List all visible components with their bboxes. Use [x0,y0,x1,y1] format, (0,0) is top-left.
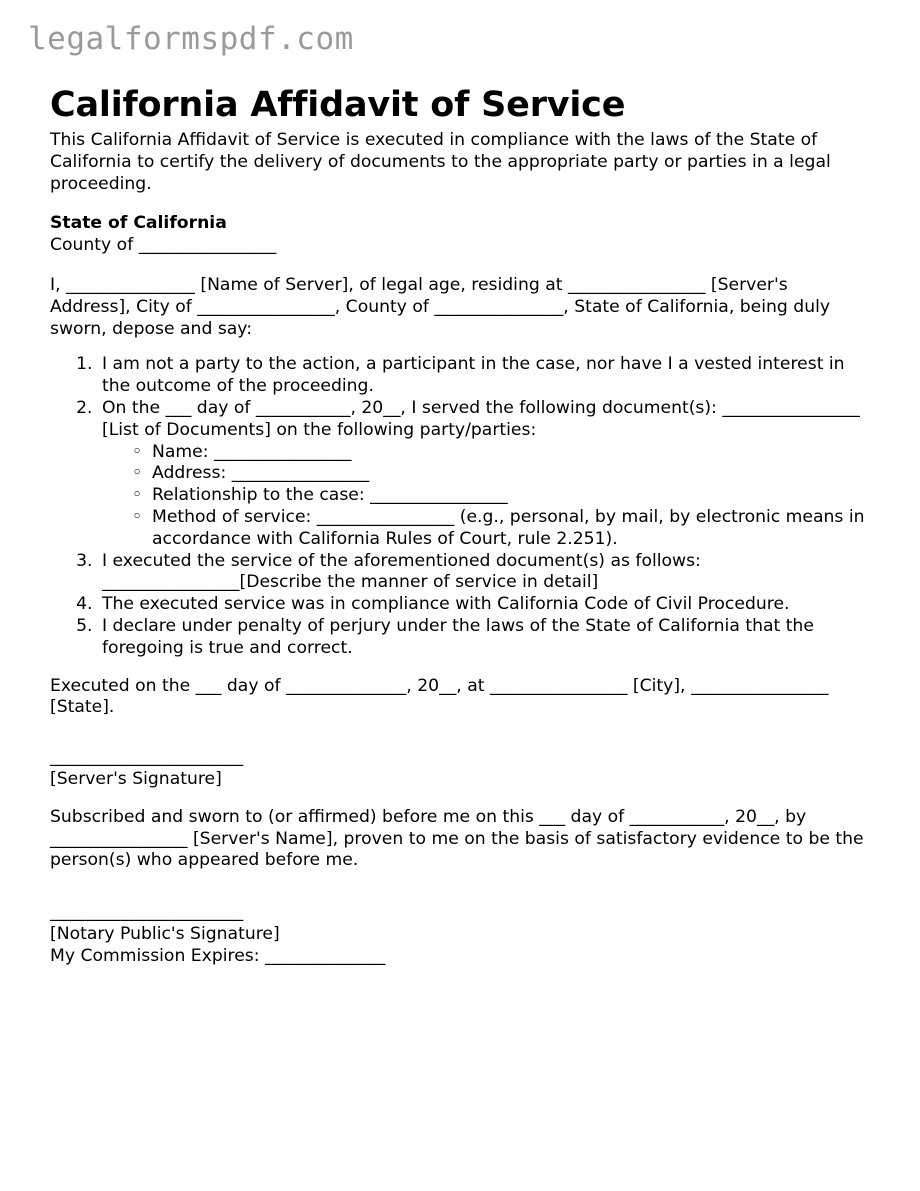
document-body [50,130,872,968]
executed-on-paragraph: Executed on the ___ day of ______________, 20__, at ________________ [City], ________________ [State]. [50,675,829,718]
page-title: California Affidavit of Service [50,85,626,126]
identification-paragraph: I, _______________ [Name of Server], of legal age, residing at ________________ [Server's Address], City of ________________, County of _______________, State of California, being duly sworn, depose and say: [50,274,831,339]
server-signature-label: [Server's Signature] [50,768,222,789]
list-item: 1. I am not a party to the action, a participant in the case, nor have I a vested interest in the outcome of the proceeding. [98,354,872,398]
intro-paragraph: This California Affidavit of Service is executed in compliance with the laws of the State of California to certify the delivery of documents to the appropriate party or parties in a legal proceeding. [50,130,831,194]
list-item: 3. I executed the service of the aforementioned document(s) as follows: ________________[Describe the manner of service in detail] [98,551,872,595]
list-item: ◦ Relationship to the case: ________________ [132,485,872,507]
list-item-text: On the ___ day of ___________, 20__, I served the following document(s): ________________ [List of Documents] on the following party/parties: [102,397,860,440]
server-signature-line: ______________________ [50,747,244,768]
county-field-line: County of ________________ [50,235,277,256]
list-item: 4. The executed service was in compliance with California Code of Civil Procedure. [98,594,872,616]
state-heading: State of California [50,213,227,234]
list-item: ◦ Address: ________________ [132,463,872,485]
notary-signature-line: ______________________ [50,902,244,923]
affidavit-statements-list [50,354,872,659]
notary-signature-spacer [50,872,872,902]
list-item [98,398,872,551]
notary-acknowledgement-paragraph: Subscribed and sworn to (or affirmed) before me on this ___ day of ___________, 20__, by ________________ [Server's Name], proven to me on the basis of satisfactory evidence to be the person(s) who appeared before me. [50,806,864,871]
commission-expires-line: My Commission Expires: ______________ [50,945,386,966]
list-item: 5. I declare under penalty of perjury under the laws of the State of California that the foregoing is true and correct. [98,616,872,660]
list-item: ◦ Method of service: ________________ (e.g., personal, by mail, by electronic means in accordance with California Rules of Court, rule 2.251). [132,507,872,551]
notary-signature-label: [Notary Public's Signature] [50,923,280,944]
site-watermark: legalformspdf.com [28,21,354,57]
served-party-details-list [102,442,872,551]
list-item: ◦ Name: ________________ [132,442,872,464]
signature-spacer [50,719,872,747]
